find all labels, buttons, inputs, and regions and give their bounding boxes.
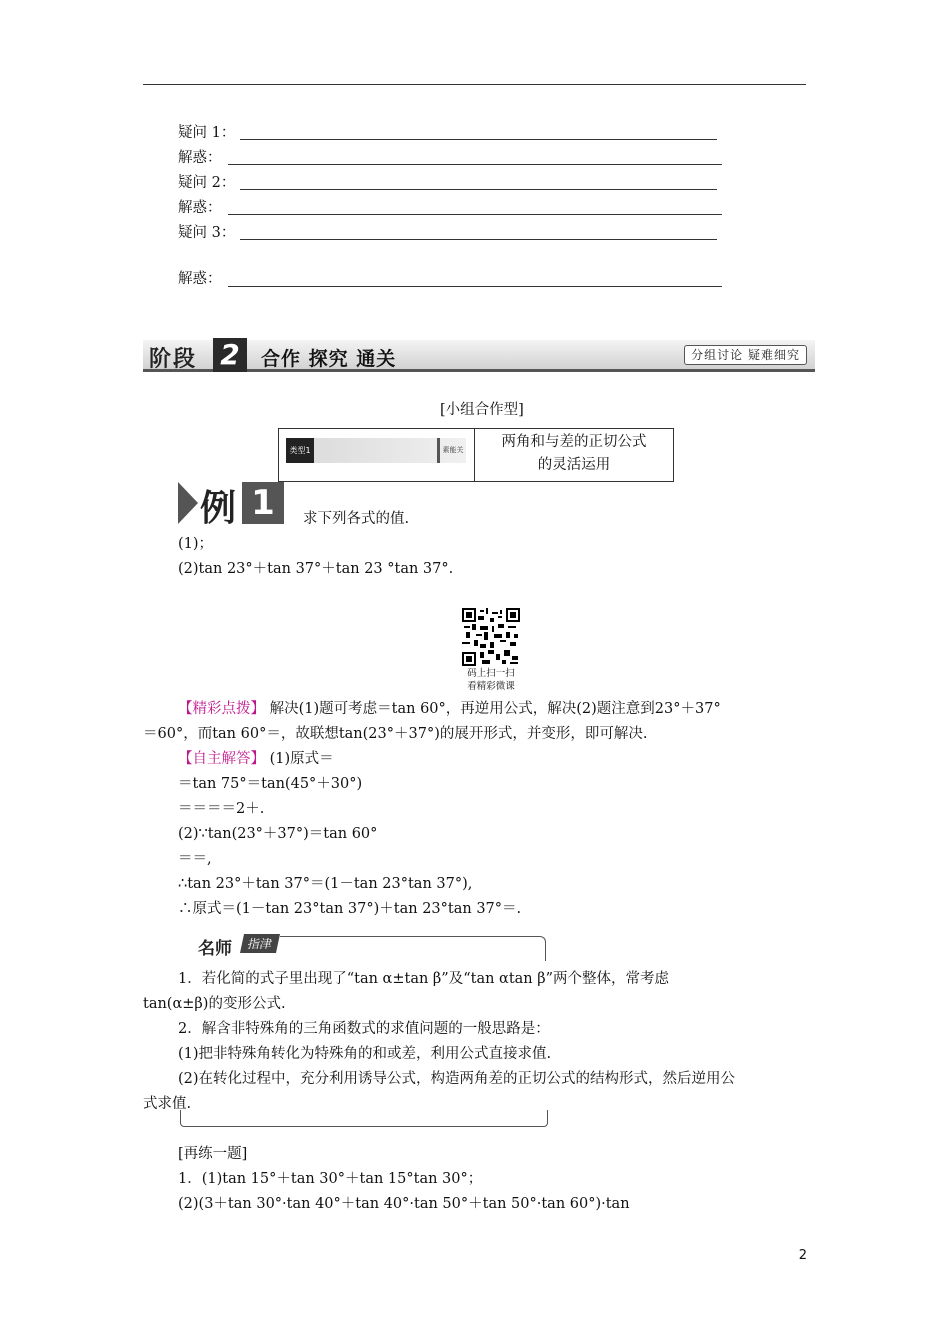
teacher-line: 2．解含非特殊角的三角函数式的求值问题的一般思路是： bbox=[178, 1021, 550, 1037]
stage-title: 合作 探究 通关 bbox=[261, 348, 397, 370]
solution-line: ＝＝, bbox=[178, 851, 212, 867]
teacher-box-frame-bottom bbox=[180, 1110, 548, 1127]
answer-line[interactable] bbox=[228, 164, 722, 165]
stage-tag: 分组讨论 疑难细究 bbox=[684, 345, 807, 365]
practice-line: 1．(1)tan 15°＋tan 30°＋tan 15°tan 30°； bbox=[178, 1171, 483, 1187]
answer-line[interactable] bbox=[228, 214, 722, 215]
answer-line[interactable] bbox=[240, 239, 717, 240]
header-rule bbox=[143, 84, 806, 85]
teacher-box-frame bbox=[280, 936, 546, 961]
teacher-guidance-header bbox=[180, 932, 548, 962]
example-prompt: 求下列各式的值. bbox=[303, 511, 410, 527]
solution-line: ∴tan 23°＋tan 37°＝(1－tan 23°tan 37°), bbox=[178, 876, 473, 892]
qr-caption: 看精彩微课 bbox=[467, 681, 515, 692]
teacher-line: 1．若化简的式子里出现了“tan α±tan β”及“tan αtan β”两个整体，常考虑 bbox=[178, 971, 670, 987]
solution-line bbox=[178, 749, 334, 769]
type-box bbox=[278, 428, 674, 482]
teacher-line: tan(α±β)的变形公式. bbox=[143, 996, 286, 1012]
answer-line[interactable] bbox=[240, 189, 717, 190]
practice-line: (2)(3＋tan 30°·tan 40°＋tan 40°·tan 50°＋tan 50°·tan 60°)·tan bbox=[178, 1196, 630, 1212]
type-title-line1: 两角和与差的正切公式 bbox=[501, 434, 647, 450]
qr-code-icon[interactable] bbox=[462, 608, 520, 666]
example-number: 1 bbox=[242, 482, 284, 524]
solution-line: (2)∵tan(23°＋37°)＝tan 60° bbox=[178, 826, 378, 842]
answer-line[interactable] bbox=[240, 139, 717, 140]
teacher-line: (2)在转化过程中，充分利用诱导公式，构造两角差的正切公式的结构形式，然后逆用公 bbox=[178, 1071, 736, 1087]
hint-line: ＝60°，而tan 60°＝，故联想tan(23°＋37°)的展开形式，并变形，即可解决. bbox=[143, 726, 648, 742]
stage-banner bbox=[143, 340, 815, 372]
hint-tag: 【精彩点拨】 bbox=[178, 701, 265, 717]
question-label: 疑问 2： bbox=[178, 175, 236, 191]
solution-line: ∴原式＝(1－tan 23°tan 37°)＋tan 23°tan 37°＝. bbox=[178, 901, 522, 917]
answer-line[interactable] bbox=[228, 286, 722, 287]
question-label: 解惑： bbox=[178, 271, 222, 287]
type-title-line2: 的灵活运用 bbox=[537, 457, 611, 473]
type-bar bbox=[286, 438, 466, 463]
solution-first: (1)原式＝ bbox=[269, 751, 334, 767]
question-label: 解惑： bbox=[178, 200, 222, 216]
hint-text: 解决(1)题可考虑＝tan 60°，再逆用公式，解决(2)题注意到23°＋37° bbox=[269, 701, 721, 717]
practice-title: [再练一题] bbox=[178, 1146, 248, 1162]
teacher-label-tag: 指津 bbox=[240, 934, 280, 953]
problem-line: (2)tan 23°＋tan 37°＋tan 23 °tan 37°. bbox=[178, 561, 454, 577]
type-box-left bbox=[279, 429, 475, 481]
type-end-mark: 素能关 bbox=[437, 438, 466, 463]
example-char: 例 bbox=[200, 488, 237, 529]
question-label: 解惑： bbox=[178, 150, 222, 166]
example-arrow-icon bbox=[178, 482, 198, 524]
type-title bbox=[475, 429, 673, 481]
type-badge: 类型1 bbox=[286, 438, 314, 463]
question-label: 疑问 1： bbox=[178, 125, 236, 141]
page-number: 2 bbox=[798, 1248, 807, 1263]
example-marker bbox=[178, 482, 286, 529]
stage-number: 2 bbox=[213, 338, 247, 372]
solution-tag: 【自主解答】 bbox=[178, 751, 265, 767]
question-label: 疑问 3： bbox=[178, 225, 236, 241]
teacher-line: (1)把非特殊角转化为特殊角的和或差，利用公式直接求值. bbox=[178, 1046, 552, 1062]
teacher-label: 名师 bbox=[198, 939, 232, 959]
teacher-line: 式求值. bbox=[143, 1096, 192, 1112]
stage-label: 阶段 bbox=[149, 347, 198, 372]
hint-line bbox=[178, 699, 721, 719]
solution-line: ＝tan 75°＝tan(45°＋30°) bbox=[178, 776, 363, 792]
qr-caption: 码上扫一扫 bbox=[467, 668, 515, 679]
problem-line: (1)； bbox=[178, 536, 214, 552]
solution-line: ＝＝＝＝2＋. bbox=[178, 801, 265, 817]
group-type-label: [小组合作型] bbox=[440, 402, 524, 418]
